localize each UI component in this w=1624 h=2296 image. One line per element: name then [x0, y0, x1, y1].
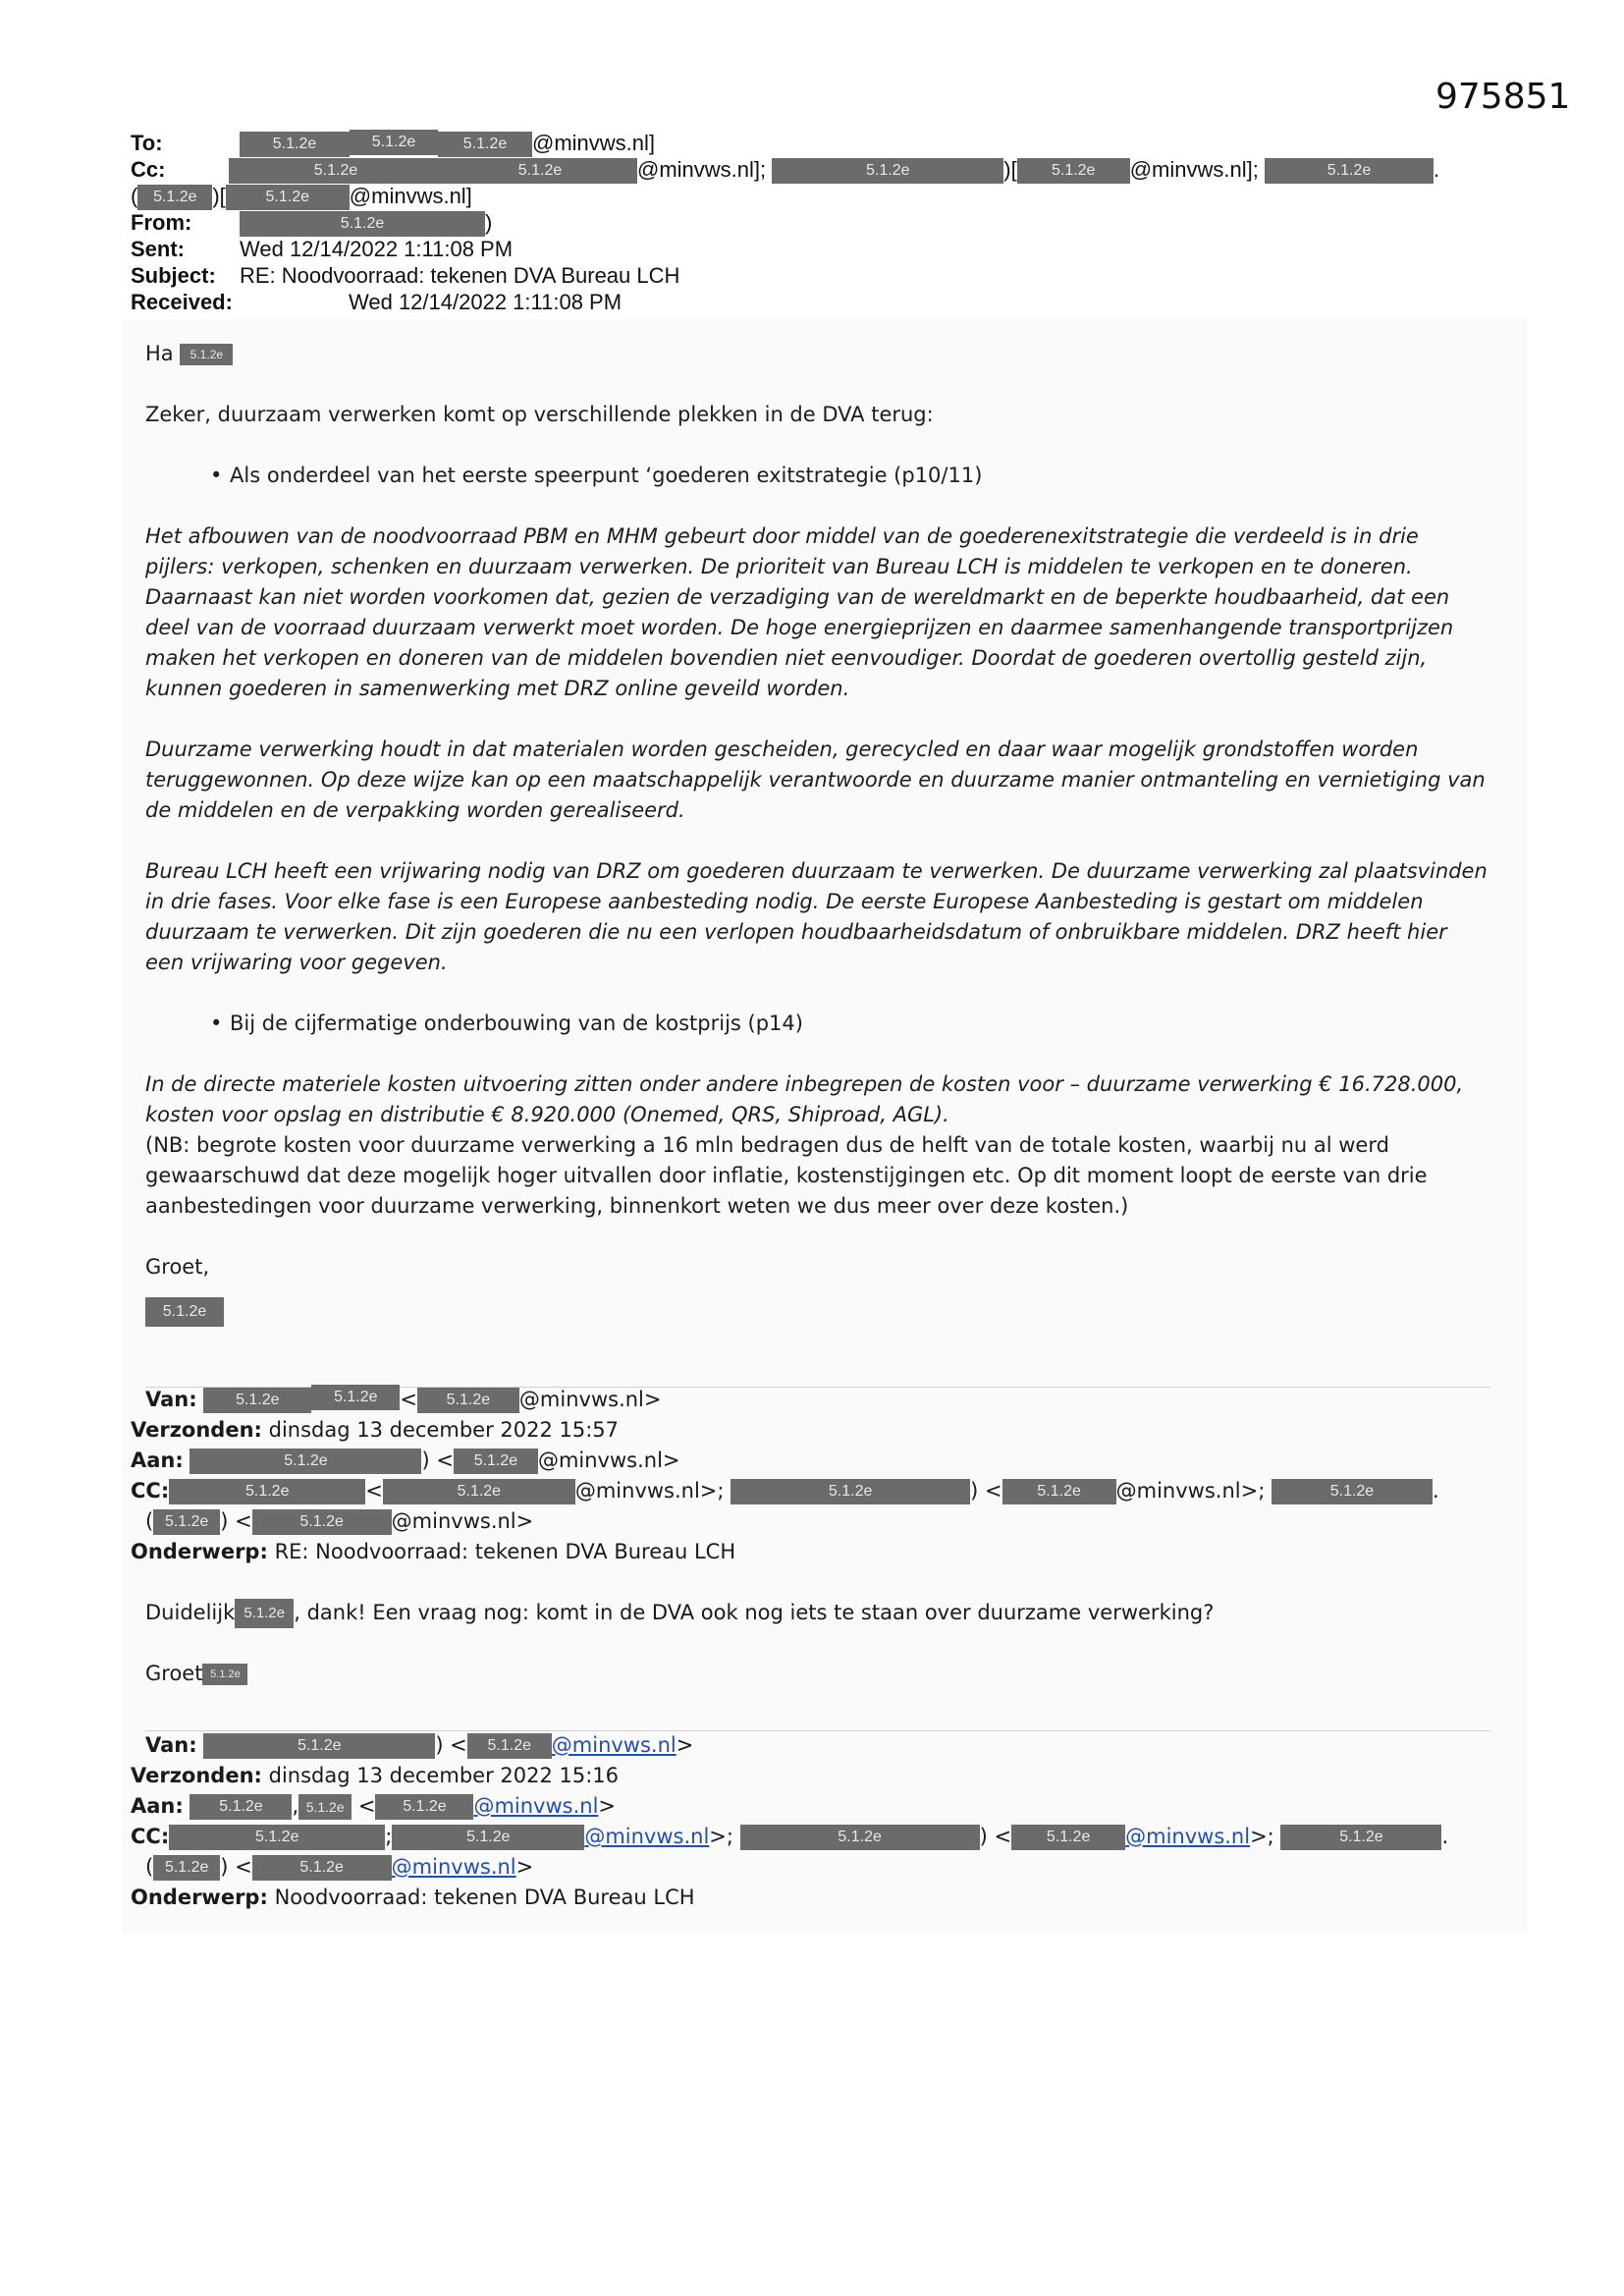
- onderwerp-row: Onderwerp: RE: Noodvoorraad: tekenen DVA Bureau LCH: [131, 1540, 736, 1563]
- van-row: Van: 5.1.2e ) < 5.1.2e @minvws.nl>: [145, 1733, 694, 1757]
- redaction: 5.1.2e: [189, 1794, 292, 1820]
- verzonden-row: Verzonden: dinsdag 13 december 2022 15:57: [131, 1418, 620, 1442]
- sent-value: Wed 12/14/2022 1:11:08 PM: [240, 237, 514, 261]
- greeting: Ha 5.1.2e: [145, 339, 1490, 369]
- received-label: Received:: [131, 290, 233, 314]
- cc-row-continued: ( 5.1.2e )[ 5.1.2e @minvws.nl]: [131, 183, 1505, 209]
- paragraph: (NB: begrote kosten voor duurzame verwerking a 16 mln bedragen dus de helft van de totale kosten, waarbij nu al werd gewaarschuwd dat deze mogelijk hoger uitvallen door inflatie, kostenstijgingen etc. Op dit moment loopt de eerste van drie aanbestedingen voor duurzame verwerking, binnenkort weten we dus meer over deze kosten.): [145, 1133, 1428, 1218]
- subject-row: [131, 262, 1505, 289]
- to-email-suffix: @minvws.nl]: [532, 131, 656, 155]
- email-header: [131, 130, 1505, 315]
- redaction: 5.1.2e: [235, 1599, 294, 1628]
- to-row: [131, 130, 1505, 156]
- cc-row: CC: 5.1.2e < 5.1.2e @minvws.nl>; 5.1.2e ) < 5.1.2e @minvws.nl>; 5.1.2e .: [131, 1479, 1439, 1503]
- aan-row: Aan: 5.1.2e , 5.1.2e < 5.1.2e @minvws.nl>: [131, 1794, 617, 1818]
- redaction: 5.1.2e: [180, 344, 233, 365]
- redaction: 5.1.2e: [202, 1664, 247, 1685]
- closing: Groet,: [145, 1255, 210, 1279]
- cc-row: CC: 5.1.2e ; 5.1.2e @minvws.nl>; 5.1.2e ) < 5.1.2e @minvws.nl>; 5.1.2e .: [131, 1825, 1449, 1848]
- subject-value: RE: Noodvoorraad: tekenen DVA Bureau LCH: [240, 263, 680, 288]
- redaction: 5.1.2e: [350, 130, 438, 155]
- paragraph: Duurzame verwerking houdt in dat materialen worden gescheiden, gerecycled en daar waar mogelijk grondstoffen worden teruggewonnen. Op deze wijze kan op een maatschappelijk verantwoorde en duurzame manier ontmanteling en vernietiging van de middelen en de verpakking worden gerealiseerd.: [145, 738, 1486, 822]
- from-row: From: 5.1.2e ): [131, 209, 1505, 236]
- sent-row: [131, 236, 1505, 262]
- fwd1-closing: Groet 5.1.2e: [131, 1659, 1505, 1689]
- redaction: 5.1.2e: [392, 1825, 584, 1850]
- cc-row: Cc: 5.1.2e 5.1.2e @minvws.nl]; 5.1.2e )[ 5.1.2e @minvws.nl]; 5.1.2e .: [131, 156, 1505, 183]
- intro-text: Zeker, duurzaam verwerken komt op verschillende plekken in de DVA terug:: [145, 403, 934, 426]
- email-link[interactable]: @minvws.nl: [473, 1794, 599, 1818]
- redaction: 5.1.2e: [375, 1794, 473, 1820]
- redaction: 5.1.2e: [1265, 158, 1434, 184]
- sent-label: Sent:: [131, 237, 185, 261]
- bullet-item: • Bij de cijfermatige onderbouwing van de kostprijs (p14): [145, 1009, 1490, 1039]
- redaction: 5.1.2e: [169, 1825, 385, 1850]
- to-label: To:: [131, 131, 163, 155]
- redaction: 5.1.2e: [153, 1855, 220, 1881]
- redaction: 5.1.2e: [252, 1509, 392, 1535]
- subject-label: Subject:: [131, 263, 216, 288]
- paragraph: Bureau LCH heeft een vrijwaring nodig van DRZ om goederen duurzaam te verwerken. De duurzame verwerking zal plaatsvinden in drie fases. Voor elke fase is een Europese aanbesteding nodig. De eerste Europese Aanbesteding is gestart om middelen duurzaam te verwerken. Dit zijn goederen die nu een verlopen houdbaarheidsdatum of onbruikbare middelen. DRZ heeft hier een vrijwaring voor gegeven.: [145, 859, 1488, 974]
- redaction: 5.1.2e: [1272, 1479, 1433, 1504]
- redaction: 5.1.2e: [229, 158, 443, 184]
- redaction: 5.1.2e: [203, 1733, 435, 1759]
- email-link[interactable]: @minvws.nl: [391, 1855, 516, 1879]
- van-row: Van: 5.1.2e 5.1.2e < 5.1.2e @minvws.nl>: [131, 1385, 1505, 1415]
- cc-row-continued: ( 5.1.2e ) < 5.1.2e @minvws.nl>: [145, 1509, 534, 1533]
- onderwerp-row: Onderwerp: Noodvoorraad: tekenen DVA Bureau LCH: [131, 1886, 695, 1909]
- email-link[interactable]: @minvws.nl: [551, 1733, 677, 1757]
- redaction: 5.1.2e: [252, 1855, 392, 1881]
- paragraph: In de directe materiele kosten uitvoering zitten onder andere inbegrepen de kosten voor – duurzame verwerking € 16.728.000, kosten voor opslag en distributie € 8.920.000 (Onemed, QRS, Shiproad, AGL).: [145, 1072, 1464, 1126]
- email-link[interactable]: @minvws.nl: [584, 1825, 710, 1848]
- redaction: 5.1.2e: [454, 1449, 538, 1474]
- received-value: Wed 12/14/2022 1:11:08 PM: [349, 290, 623, 314]
- forwarded-header-1: [131, 1385, 1505, 1689]
- redaction: 5.1.2e: [169, 1479, 365, 1504]
- redaction: 5.1.2e: [226, 185, 350, 210]
- redaction: 5.1.2e: [731, 1479, 970, 1504]
- bullet-item: • Als onderdeel van het eerste speerpunt ‘goederen exitstrategie (p10/11): [145, 461, 1490, 491]
- redaction: 5.1.2e: [1011, 1825, 1125, 1850]
- redaction: 5.1.2e: [1280, 1825, 1441, 1850]
- redaction: 5.1.2e: [145, 1297, 224, 1327]
- email-link[interactable]: @minvws.nl: [1125, 1825, 1251, 1848]
- fwd1-body: Duidelijk 5.1.2e , dank! Een vraag nog: komt in de DVA ook nog iets te staan over duurzame verwerking?: [131, 1598, 1505, 1628]
- redaction: 5.1.2e: [240, 132, 350, 157]
- paragraph: Het afbouwen van de noodvoorraad PBM en MHM gebeurt door middel van de goederenexitstrategie die verdeeld is in drie pijlers: verkopen, schenken en duurzaam verwerken. De prioriteit van Bureau LCH is middelen te verkopen en te doneren. Daarnaast kan niet worden voorkomen dat, gezien de verzadiging van de wereldmarkt en de beperkte houdbaarheid, dat een deel van de voorraad duurzaam verwerkt moet worden. De hoge energieprijzen en daarmee samenhangende transportprijzen maken het verkopen en doneren van de middelen bovendien niet eenvoudiger. Doordat de goederen overtollig gesteld zijn, kunnen goederen in samenwerking met DRZ online geveild worden.: [145, 524, 1454, 700]
- redaction: 5.1.2e: [383, 1479, 575, 1504]
- redaction: 5.1.2e: [203, 1388, 311, 1413]
- cc-row-continued: ( 5.1.2e ) < 5.1.2e @minvws.nl>: [145, 1855, 534, 1879]
- redaction: 5.1.2e: [311, 1385, 400, 1410]
- redaction: 5.1.2e: [189, 1449, 421, 1474]
- redaction: 5.1.2e: [417, 1388, 519, 1413]
- redaction: 5.1.2e: [1002, 1479, 1116, 1504]
- redaction: 5.1.2e: [467, 1733, 552, 1759]
- redaction: 5.1.2e: [298, 1794, 352, 1820]
- redaction: 5.1.2e: [137, 185, 212, 210]
- redaction: 5.1.2e: [240, 211, 485, 237]
- redaction: 5.1.2e: [772, 158, 1003, 184]
- signature: [145, 1296, 1490, 1327]
- redaction: 5.1.2e: [1017, 158, 1130, 184]
- forwarded-header-2: [131, 1730, 1505, 1913]
- verzonden-row: Verzonden: dinsdag 13 december 2022 15:16: [131, 1764, 620, 1787]
- from-label: From:: [131, 210, 192, 235]
- received-row: [131, 289, 1505, 315]
- redaction: 5.1.2e: [153, 1509, 220, 1535]
- message-body: [145, 339, 1490, 1327]
- redaction: 5.1.2e: [443, 158, 637, 184]
- cc-label: Cc:: [131, 157, 166, 182]
- redaction: 5.1.2e: [740, 1825, 980, 1850]
- document-id: 975851: [1435, 77, 1571, 117]
- redaction: 5.1.2e: [438, 132, 532, 157]
- aan-row: Aan: 5.1.2e ) < 5.1.2e @minvws.nl>: [131, 1449, 680, 1472]
